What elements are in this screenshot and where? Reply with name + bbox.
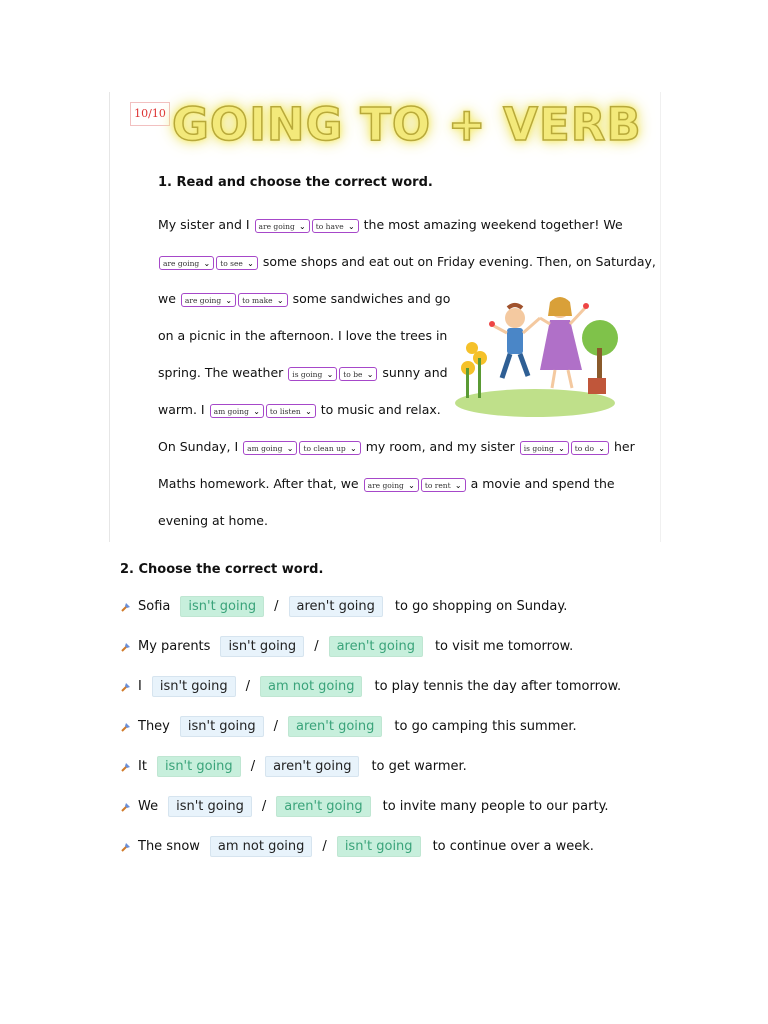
exercise1-line (158, 513, 268, 528)
dropdown-value: am going (213, 406, 249, 416)
sentence-subject: The snow (138, 839, 200, 854)
answer-dropdown[interactable] (299, 441, 360, 455)
dropdown-value: to listen (269, 406, 301, 416)
option-button-1[interactable]: isn't going (220, 636, 304, 657)
chevron-down-icon: ⌄ (225, 295, 233, 305)
passage-text: warm. I (158, 402, 209, 417)
chevron-down-icon: ⌄ (247, 258, 254, 268)
separator: / (314, 639, 319, 654)
option-button-2[interactable]: aren't going (329, 636, 423, 657)
exercise1-line (158, 476, 615, 492)
answer-dropdown[interactable] (159, 256, 214, 270)
passage-text: On Sunday, I (158, 439, 243, 454)
sentence-rest: to go camping this summer. (394, 719, 577, 734)
chevron-down-icon: ⌄ (203, 258, 211, 268)
chevron-down-icon: ⌄ (558, 443, 565, 453)
worksheet-card (110, 92, 660, 542)
answer-dropdown[interactable] (238, 293, 287, 307)
exercise1-line (158, 439, 635, 455)
answer-dropdown[interactable] (255, 219, 310, 233)
exercise1-line (158, 365, 448, 381)
page-title: GOING TO + VERB (172, 98, 642, 151)
chevron-down-icon: ⌄ (253, 406, 260, 416)
option-button-2[interactable]: aren't going (276, 796, 370, 817)
dropdown-value: to rent (424, 480, 451, 490)
answer-dropdown[interactable] (571, 441, 609, 455)
passage-text: her (610, 439, 635, 454)
dropdown-value: are going (163, 258, 200, 268)
sentence-subject: They (138, 719, 170, 734)
chevron-down-icon: ⌄ (408, 480, 415, 490)
pin-icon (120, 841, 132, 853)
answer-dropdown[interactable] (364, 478, 419, 492)
sentence-rest: to play tennis the day after tomorrow. (374, 679, 622, 694)
dropdown-value: to make (242, 295, 273, 305)
option-button-1[interactable]: isn't going (168, 796, 252, 817)
exercise1-line (158, 328, 447, 343)
choice-row (120, 796, 609, 820)
answer-dropdown[interactable] (181, 293, 236, 307)
choice-row (120, 676, 621, 700)
answer-dropdown[interactable] (210, 404, 264, 418)
answer-dropdown[interactable] (339, 367, 377, 381)
option-button-1[interactable]: isn't going (157, 756, 241, 777)
passage-text: Maths homework. After that, we (158, 476, 363, 491)
dropdown-value: is going (523, 443, 554, 453)
dropdown-value: are going (367, 480, 404, 490)
option-button-2[interactable]: am not going (260, 676, 363, 697)
chevron-down-icon: ⌄ (305, 406, 312, 416)
option-button-1[interactable]: isn't going (180, 596, 264, 617)
passage-text: some shops and eat out on Friday evening. Then, on Saturday, (258, 254, 656, 269)
dropdown-value: to do (574, 443, 594, 453)
option-button-1[interactable]: isn't going (152, 676, 236, 697)
dropdown-value: am going (247, 443, 283, 453)
passage-text: a movie and spend the (466, 476, 615, 491)
answer-dropdown[interactable] (288, 367, 337, 381)
choice-row (120, 636, 573, 660)
answer-dropdown[interactable] (421, 478, 466, 492)
sentence-subject: We (138, 799, 159, 814)
exercise1-line (158, 291, 450, 307)
chevron-down-icon: ⌄ (286, 443, 294, 453)
choice-row (120, 836, 594, 860)
separator: / (245, 679, 250, 694)
dropdown-value: to be (343, 369, 363, 379)
pin-icon (120, 601, 132, 613)
exercise1-line (158, 254, 656, 270)
passage-text: on a picnic in the afternoon. I love the trees in (158, 328, 448, 343)
pin-icon (120, 641, 132, 653)
option-button-1[interactable]: am not going (210, 836, 313, 857)
dropdown-value: are going (184, 295, 222, 305)
sentence-subject: It (138, 759, 147, 774)
choice-row (120, 756, 467, 780)
option-button-2[interactable]: aren't going (265, 756, 359, 777)
chevron-down-icon: ⌄ (299, 221, 306, 231)
chevron-down-icon: ⌄ (347, 221, 355, 231)
sentence-rest: to continue over a week. (432, 839, 594, 854)
passage-text: some sandwiches and go (288, 291, 451, 306)
passage-text: spring. The weather (158, 365, 288, 380)
pin-icon (120, 761, 132, 773)
separator: / (261, 799, 267, 814)
pin-icon (120, 681, 132, 693)
passage-text: the most amazing weekend together! We (359, 217, 623, 232)
chevron-down-icon: ⌄ (598, 443, 605, 453)
choice-row (120, 716, 577, 740)
chevron-down-icon: ⌄ (454, 480, 462, 490)
sentence-subject: My parents (138, 639, 211, 654)
dropdown-value: to see (220, 258, 243, 268)
option-button-2[interactable]: isn't going (337, 836, 421, 857)
passage-text: to music and relax. (316, 402, 441, 417)
option-button-1[interactable]: isn't going (180, 716, 264, 737)
chevron-down-icon: ⌄ (366, 369, 374, 379)
chevron-down-icon: ⌄ (326, 369, 334, 379)
sentence-subject: I (138, 679, 142, 694)
sentence-subject: Sofia (138, 599, 171, 614)
pin-icon (120, 801, 132, 813)
exercise1-heading: 1. Read and choose the correct word. (158, 175, 433, 190)
passage-text: sunny and (378, 365, 448, 380)
answer-dropdown[interactable] (520, 441, 569, 455)
option-button-2[interactable]: aren't going (288, 716, 382, 737)
passage-text: My sister and I (158, 217, 254, 232)
sentence-rest: to invite many people to our party. (382, 799, 609, 814)
answer-dropdown[interactable] (243, 441, 297, 455)
sentence-rest: to visit me tomorrow. (434, 639, 574, 654)
answer-dropdown[interactable] (312, 219, 359, 233)
dropdown-value: to clean up (303, 443, 346, 453)
passage-text: my room, and my sister (361, 439, 519, 454)
exercise1-line (158, 217, 623, 233)
separator: / (250, 759, 256, 774)
pin-icon (120, 721, 132, 733)
sentence-rest: to go shopping on Sunday. (394, 599, 568, 614)
separator: / (274, 599, 279, 614)
chevron-down-icon: ⌄ (276, 295, 284, 305)
sentence-rest: to get warmer. (371, 759, 467, 774)
exercise2-heading: 2. Choose the correct word. (120, 562, 324, 577)
score-badge: 10/10 (130, 102, 170, 126)
dropdown-value: are going (258, 221, 295, 231)
answer-dropdown[interactable] (216, 256, 258, 270)
children-dancing-illustration (450, 278, 620, 418)
exercise1-line (158, 402, 441, 418)
separator: / (273, 719, 279, 734)
choice-row (120, 596, 567, 620)
dropdown-value: is going (292, 369, 323, 379)
answer-dropdown[interactable] (266, 404, 316, 418)
dropdown-value: to have (315, 221, 344, 231)
separator: / (322, 839, 327, 854)
option-button-2[interactable]: aren't going (289, 596, 383, 617)
passage-text: we (158, 291, 180, 306)
passage-text: evening at home. (158, 513, 268, 528)
chevron-down-icon: ⌄ (350, 443, 357, 453)
